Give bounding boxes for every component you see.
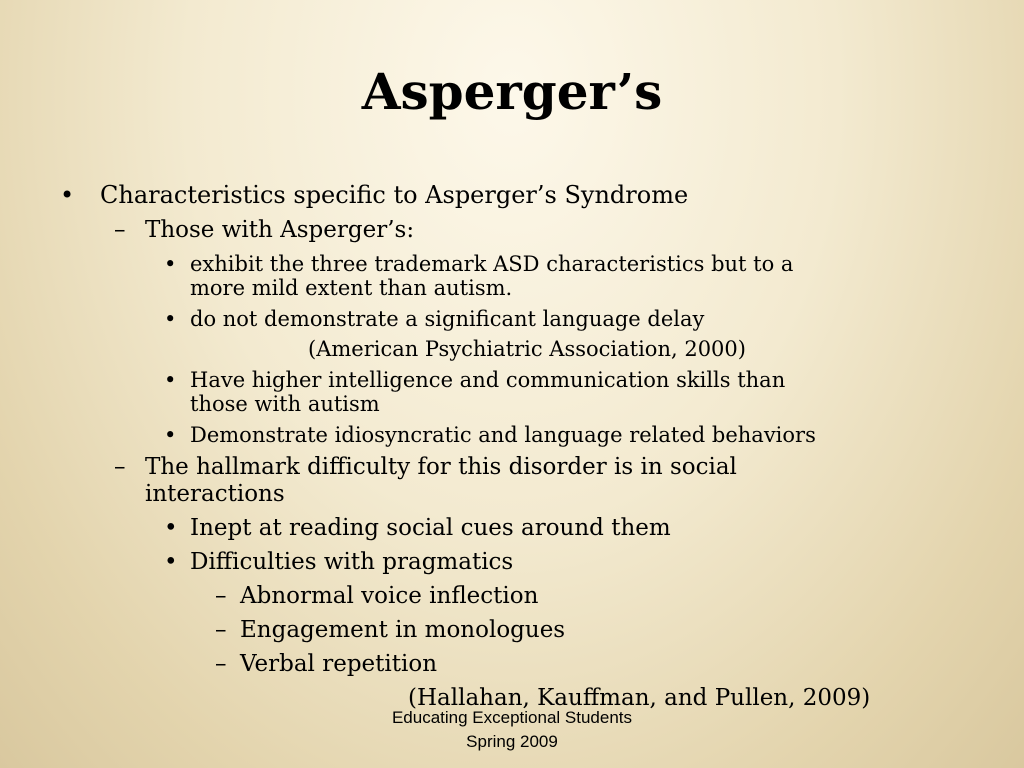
item-voice-inflection: Abnormal voice inflection xyxy=(240,583,539,609)
item-idiosyncratic: Demonstrate idiosyncratic and language related behaviors xyxy=(190,423,816,447)
dash-marker: – xyxy=(215,583,227,609)
dash-marker: – xyxy=(215,651,227,677)
footer-course: Educating Exceptional Students xyxy=(391,708,633,727)
footer-term: Spring 2009 xyxy=(466,732,558,751)
slide-title: Asperger’s xyxy=(361,62,663,121)
citation-hallahan: (Hallahan, Kauffman, and Pullen, 2009) xyxy=(408,685,871,711)
item-pragmatics: Difficulties with pragmatics xyxy=(190,549,514,575)
bullet-marker: • xyxy=(164,549,178,575)
citation-apa: (American Psychiatric Association, 2000) xyxy=(308,337,746,361)
item-higher-intelligence-cont: those with autism xyxy=(190,392,380,416)
item-monologues: Engagement in monologues xyxy=(240,617,566,643)
dash-marker: – xyxy=(215,617,227,643)
bullet-characteristics: Characteristics specific to Asperger’s Syndrome xyxy=(100,181,689,209)
item-exhibit: exhibit the three trademark ASD characteristics but to a xyxy=(190,252,794,276)
bullet-marker: • xyxy=(164,307,177,331)
bullet-marker: • xyxy=(164,368,177,392)
subbullet-those-with: Those with Asperger’s: xyxy=(145,217,415,243)
bullet-marker: • xyxy=(164,515,178,541)
item-no-delay: do not demonstrate a significant language delay xyxy=(190,307,705,331)
bullet-marker: • xyxy=(164,423,177,447)
subbullet-hallmark-cont: interactions xyxy=(145,481,285,507)
dash-marker: – xyxy=(114,217,126,243)
bullet-marker: • xyxy=(60,181,75,209)
item-exhibit-cont: more mild extent than autism. xyxy=(190,276,513,300)
subbullet-hallmark: The hallmark difficulty for this disorder is in social xyxy=(145,454,737,480)
item-inept: Inept at reading social cues around them xyxy=(190,515,671,541)
item-verbal-repetition: Verbal repetition xyxy=(240,651,438,677)
bullet-marker: • xyxy=(164,252,177,276)
item-higher-intelligence: Have higher intelligence and communication skills than xyxy=(190,368,786,392)
dash-marker: – xyxy=(114,454,126,480)
